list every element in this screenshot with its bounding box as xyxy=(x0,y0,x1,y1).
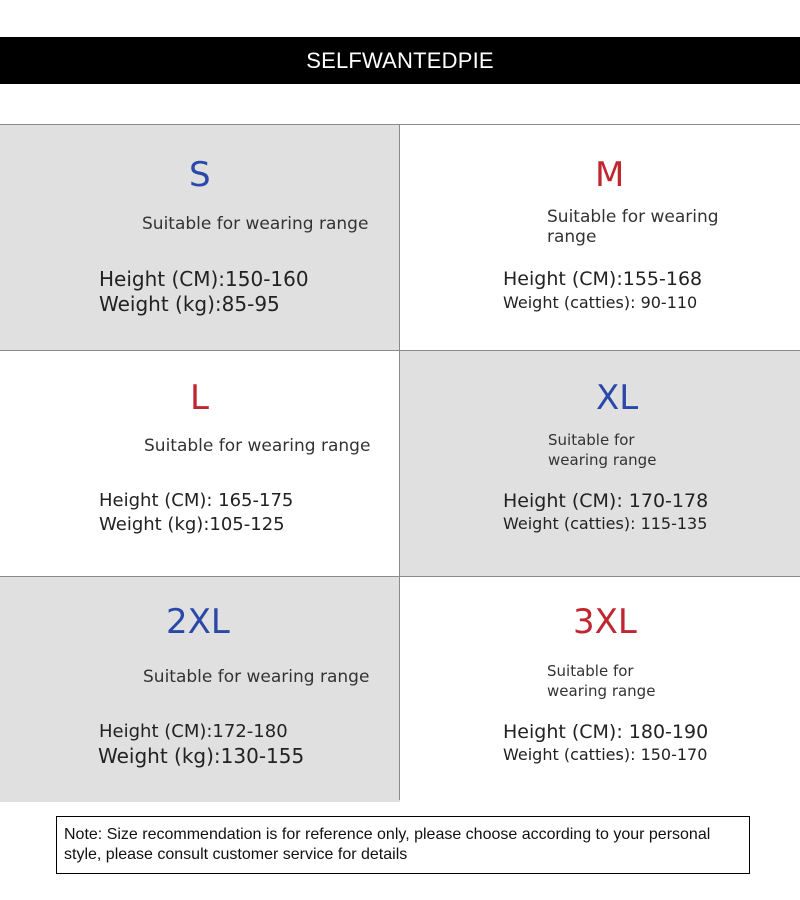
size-cell-3xl xyxy=(400,577,800,802)
row-divider-1 xyxy=(0,350,800,351)
range-caption-m: Suitable for wearing range xyxy=(547,207,719,247)
size-label-3xl: 3XL xyxy=(573,602,637,642)
size-label-xl: XL xyxy=(596,378,639,418)
weight-spec-2xl: Weight (kg):130-155 xyxy=(98,744,305,768)
weight-spec-s: Weight (kg):85-95 xyxy=(99,292,280,316)
height-spec-xl: Height (CM): 170-178 xyxy=(503,490,709,512)
size-cell-2xl xyxy=(0,577,400,802)
size-cell-l xyxy=(0,351,400,576)
row-divider-2 xyxy=(0,576,800,577)
column-divider xyxy=(399,125,400,800)
range-caption-l: Suitable for wearing range xyxy=(144,436,371,456)
range-caption-s: Suitable for wearing range xyxy=(142,214,369,234)
size-cell-xl xyxy=(400,351,800,576)
range-caption-xl: Suitable for wearing range xyxy=(548,431,657,469)
height-spec-m: Height (CM):155-168 xyxy=(503,268,703,290)
height-spec-l: Height (CM): 165-175 xyxy=(99,490,294,511)
size-label-2xl: 2XL xyxy=(166,602,230,642)
weight-spec-l: Weight (kg):105-125 xyxy=(99,514,285,535)
weight-spec-m: Weight (catties): 90-110 xyxy=(503,293,698,312)
height-spec-2xl: Height (CM):172-180 xyxy=(99,721,288,742)
range-caption-2xl: Suitable for wearing range xyxy=(143,667,370,687)
height-spec-s: Height (CM):150-160 xyxy=(99,267,309,291)
size-label-l: L xyxy=(190,378,209,418)
size-cell-s xyxy=(0,125,400,350)
range-caption-3xl: Suitable for wearing range xyxy=(547,662,656,700)
brand-banner xyxy=(0,37,800,84)
weight-spec-3xl: Weight (catties): 150-170 xyxy=(503,745,708,764)
weight-spec-xl: Weight (catties): 115-135 xyxy=(503,514,708,533)
size-cell-m xyxy=(400,125,800,350)
size-note-text: Note: Size recommendation is for reference only, please choose according to your personal style, please consult customer service for details xyxy=(64,826,711,863)
size-note-box xyxy=(56,816,750,874)
size-grid xyxy=(0,124,800,801)
height-spec-3xl: Height (CM): 180-190 xyxy=(503,721,709,743)
size-label-m: M xyxy=(595,155,625,195)
brand-title: SELFWANTEDPIE xyxy=(306,47,494,73)
size-label-s: S xyxy=(189,155,211,195)
